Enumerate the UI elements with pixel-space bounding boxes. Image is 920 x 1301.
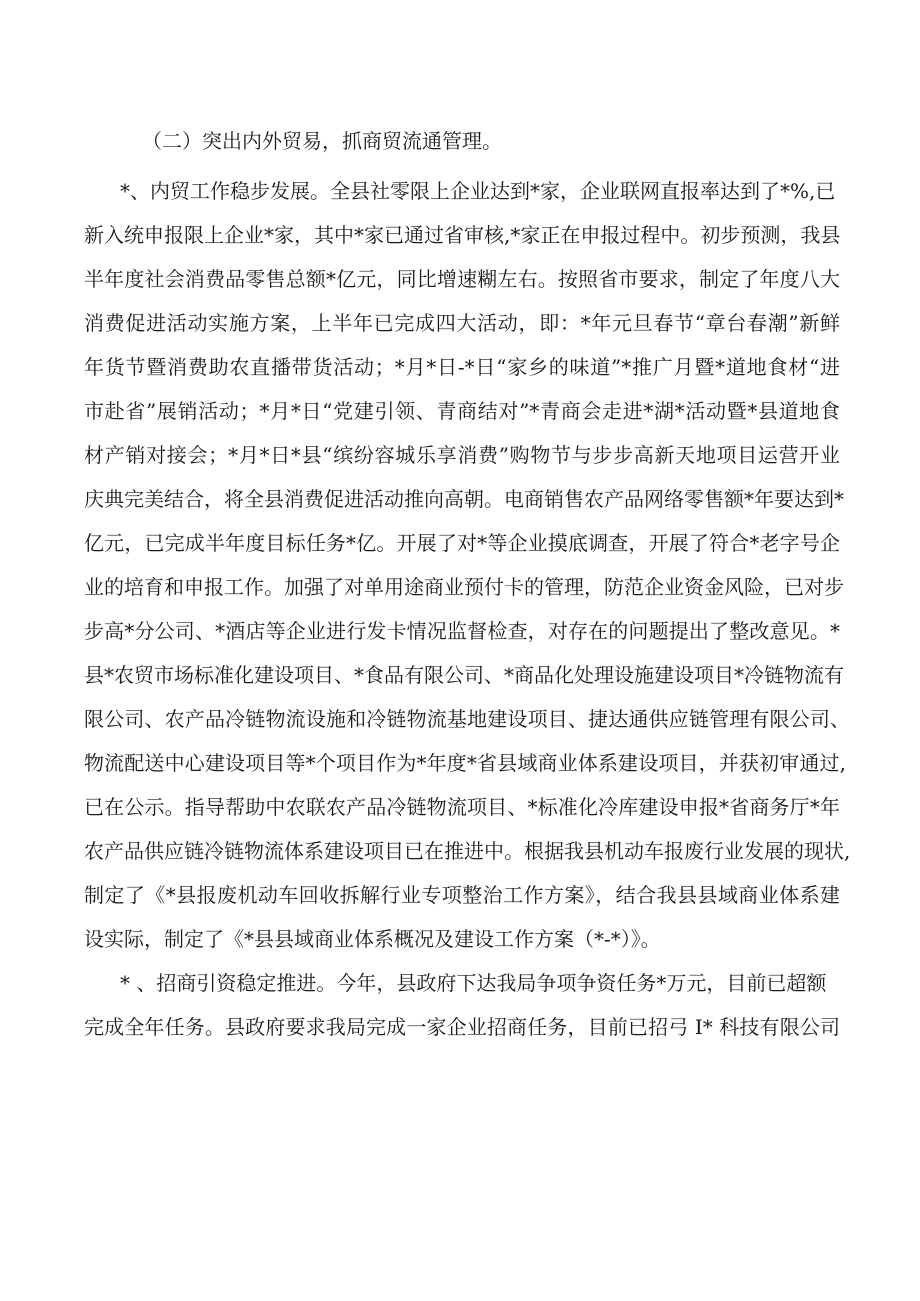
- paragraph-line: 已在公示。指导帮助中农联农产品冷链物流项目、*标准化冷库建设申报*省商务厅*年: [84, 795, 840, 819]
- paragraph-line: 完成全年任务。县政府要求我局完成一家企业招商任务，目前已招弓 I* 科技有限公司: [84, 1015, 840, 1039]
- paragraph-line: 制定了《*县报废机动车回收拆解行业专项整治工作方案》，结合我县县域商业体系建: [84, 883, 840, 907]
- section-heading: （二）突出内外贸易，抓商贸流通管理。: [142, 129, 502, 153]
- paragraph-line: * 、招商引资稳定推进。今年，县政府下达我局争项争资任务*万元，目前已超额: [120, 971, 827, 995]
- paragraph-line: 亿元，已完成半年度目标任务*亿。开展了对*等企业摸底调查，开展了符合*老字号企: [84, 531, 840, 555]
- paragraph-line: 设实际，制定了《*县县域商业体系概况及建设工作方案（*-*）》。: [84, 927, 661, 951]
- paragraph-line: 新入统申报限上企业*家，其中*家已通过省审核,*家正在申报过程中。初步预测，我县: [84, 223, 841, 247]
- paragraph-line: 市赴省”展销活动；*月*日“党建引领、青商结对”*青商会走进*湖*活动暨*县道地食: [84, 399, 840, 423]
- paragraph-line: 消费促进活动实施方案，上半年已完成四大活动，即：*年元旦春节“章台春潮”新鲜: [84, 311, 840, 335]
- paragraph-line: 业的培育和申报工作。加强了对单用途商业预付卡的管理，防范企业资金风险，已对步: [84, 575, 844, 599]
- paragraph-line: 半年度社会消费品零售总额*亿元，同比增速糊左右。按照省市要求，制定了年度八大: [84, 267, 840, 291]
- paragraph-line: 庆典完美结合，将全县消费促进活动推向高朝。电商销售农产品网络零售额*年要达到*: [84, 487, 844, 511]
- paragraph-line: 材产销对接会；*月*日*县“缤纷容城乐享消费”购物节与步步高新天地项目运营开业: [84, 443, 840, 467]
- paragraph-line: 年货节暨消费助农直播带货活动；*月*日-*日“家乡的味道”*推广月暨*道地食材“进: [84, 355, 840, 379]
- paragraph-line: *、内贸工作稳步发展。全县社零限上企业达到*家，企业联网直报率达到了*%,已: [120, 179, 836, 203]
- paragraph-line: 步高*分公司、*酒店等企业进行发卡情况监督检查，对存在的问题提出了整改意见。*: [84, 619, 840, 643]
- paragraph-line: 限公司、农产品冷链物流设施和冷链物流基地建设项目、捷达通供应链管理有限公司、: [84, 707, 850, 731]
- paragraph-line: 农产品供应链冷链物流体系建设项目已在推进中。根据我县机动车报废行业发展的现状,: [84, 839, 851, 863]
- paragraph-line: 县*农贸市场标准化建设项目、*食品有限公司、*商品化处理设施建设项目*冷链物流有: [84, 663, 844, 687]
- paragraph-line: 物流配送中心建设项目等*个项目作为*年度*省县域商业体系建设项目，并获初审通过,: [84, 751, 846, 775]
